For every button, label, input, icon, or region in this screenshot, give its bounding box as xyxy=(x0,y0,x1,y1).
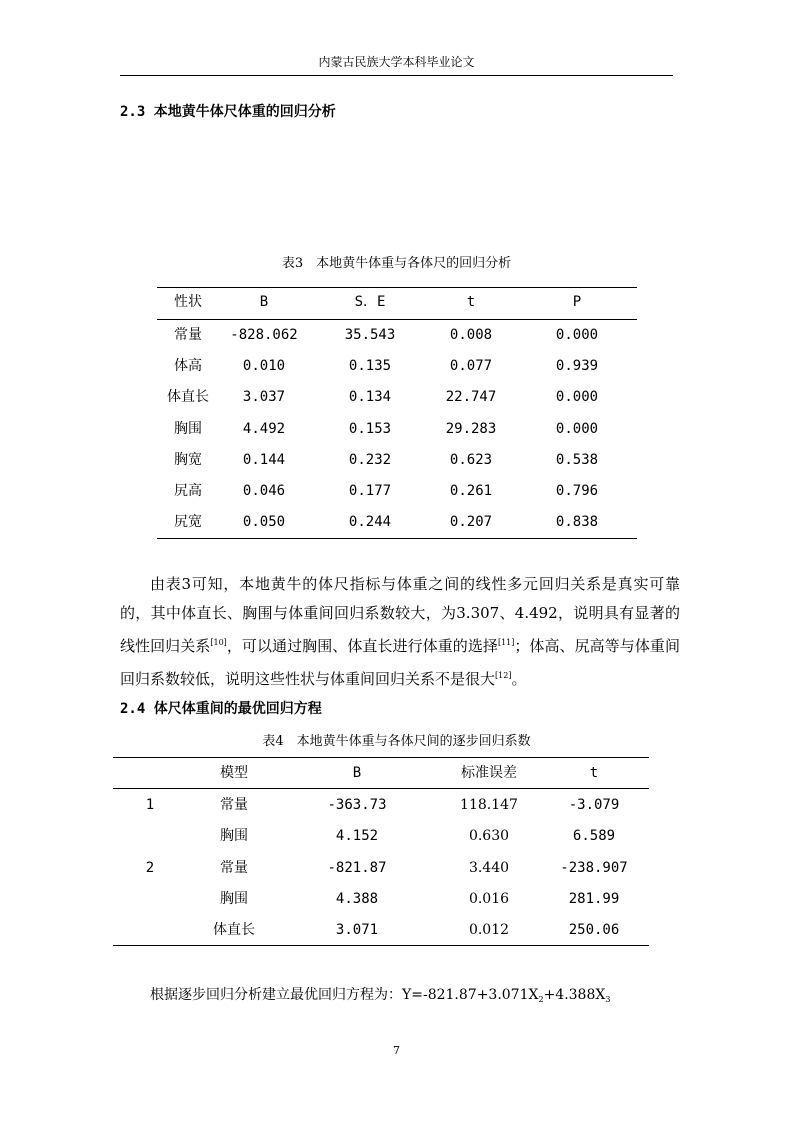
table3-cell: 0.796 xyxy=(555,483,599,499)
table4-cell: 常量 xyxy=(220,860,248,876)
table3-cell: 0.010 xyxy=(242,358,286,374)
table4-cell: 1 xyxy=(145,797,155,813)
table3-cell: 22.747 xyxy=(445,389,497,405)
table3-cell: 尻宽 xyxy=(174,514,202,530)
table4-caption: 表4 本地黄牛体重与各体尺间的逐步回归系数 xyxy=(262,734,531,749)
table3-cell: 0.261 xyxy=(449,483,493,499)
table3-cell: 0.177 xyxy=(348,483,392,499)
table3-cell: 4.492 xyxy=(242,421,286,437)
table4-cell: -238.907 xyxy=(560,860,628,876)
table4-header-cell: 标准误差 xyxy=(461,765,517,781)
table3-cell: 0.008 xyxy=(449,327,493,343)
table3-cell: 0.046 xyxy=(242,483,286,499)
paragraph-text-3: ；体高、尻高等与体重间回归系数较低，说明这些性状与体重间回归关系不是很大 xyxy=(120,637,680,688)
table4-header-rule xyxy=(113,788,649,789)
table3-header-cell: t xyxy=(466,294,476,310)
table3-header-rule xyxy=(157,319,637,320)
table4-cell: 胸围 xyxy=(220,828,248,844)
table4-cell: 0.630 xyxy=(468,828,510,844)
citation-12: [12] xyxy=(495,671,512,680)
table4-cell: -363.73 xyxy=(327,797,387,813)
table3-cell: 0.838 xyxy=(555,514,599,530)
table3-cell: 常量 xyxy=(174,327,202,343)
table3-bottom-rule xyxy=(157,538,637,539)
table3-cell: 0.000 xyxy=(555,421,599,437)
table3-cell: 0.000 xyxy=(555,389,599,405)
table3-cell: 胸宽 xyxy=(174,452,202,468)
citation-11: [11] xyxy=(497,638,515,647)
table3-cell: 0.000 xyxy=(555,327,599,343)
running-header: 内蒙古民族大学本科毕业论文 xyxy=(318,55,475,69)
table4-cell: -3.079 xyxy=(568,797,620,813)
table3-cell: 0.135 xyxy=(348,358,392,374)
table4-cell: 118.147 xyxy=(460,797,518,813)
equation-subscript-2: 2 xyxy=(538,995,544,1004)
table3-cell: 35.543 xyxy=(344,327,396,343)
table3-cell: 0.244 xyxy=(348,514,392,530)
table3-caption: 表3 本地黄牛体重与各体尺的回归分析 xyxy=(281,256,512,271)
table4-header-cell: B xyxy=(352,765,362,781)
table3-cell: -828.062 xyxy=(230,327,298,343)
table3-cell: 3.037 xyxy=(242,389,286,405)
table4-cell: 4.388 xyxy=(335,891,379,907)
table4-cell: 4.152 xyxy=(335,828,379,844)
table3-header-cell: 性状 xyxy=(174,294,202,310)
table4-cell: 0.016 xyxy=(468,891,510,907)
table3-cell: 0.050 xyxy=(242,514,286,530)
table3-header-cell: B xyxy=(259,294,269,310)
table4-top-rule xyxy=(113,757,649,758)
body-paragraph xyxy=(120,570,680,694)
table4-cell: 常量 xyxy=(220,797,248,813)
section-heading-2-4: 2.4 体尺体重间的最优回归方程 xyxy=(120,701,322,717)
table3-cell: 29.283 xyxy=(445,421,497,437)
table4-bottom-rule xyxy=(113,945,649,946)
citation-10: [10] xyxy=(210,638,227,647)
table4-header-cell: t xyxy=(589,765,599,781)
page-number: 7 xyxy=(393,1044,400,1057)
table3-cell: 胸围 xyxy=(174,421,202,437)
equation-subscript-3: 3 xyxy=(605,995,611,1004)
table3-cell: 0.207 xyxy=(449,514,493,530)
table3-cell: 体直长 xyxy=(167,389,209,405)
table4-cell: 0.012 xyxy=(468,922,510,938)
table4-cell: 2 xyxy=(145,860,155,876)
table4-cell: 250.06 xyxy=(568,922,620,938)
table3-cell: 0.144 xyxy=(242,452,286,468)
paragraph-text-2: ，可以通过胸围、体直长进行体重的选择 xyxy=(226,637,498,655)
paragraph-text-4: 。 xyxy=(511,670,527,688)
table4-cell: 281.99 xyxy=(568,891,620,907)
table4-cell: 6.589 xyxy=(572,828,616,844)
equation-middle: +4.388X xyxy=(543,987,606,1003)
table4-cell: -821.87 xyxy=(327,860,387,876)
table3-cell: 0.939 xyxy=(555,358,599,374)
table4-cell: 体直长 xyxy=(213,922,255,938)
header-rule xyxy=(120,75,673,76)
equation-prefix: 根据逐步回归分析建立最优回归方程为：Y=-821.87+3.071X xyxy=(150,987,539,1003)
section-heading-2-3: 2.3 本地黄牛体尺体重的回归分析 xyxy=(120,104,336,120)
table3-cell: 0.623 xyxy=(449,452,493,468)
table3-cell: 0.538 xyxy=(555,452,599,468)
table3-cell: 体高 xyxy=(174,358,202,374)
table3-header-cell: S．E xyxy=(354,294,386,310)
table3-cell: 0.232 xyxy=(348,452,392,468)
paragraph-text-1: 由表3可知，本地黄牛的体尺指标与体重之间的线性多元回归关系是真实可靠的，其中体直长、胸围与体重间回归系数较大，为3.307、4.492，说明具有显著的线性回归关系 xyxy=(120,575,680,655)
table3-top-rule xyxy=(157,287,637,288)
table3-cell: 尻高 xyxy=(174,483,202,499)
table4-cell: 胸围 xyxy=(220,891,248,907)
table4-cell: 3.071 xyxy=(335,922,379,938)
table3-cell: 0.077 xyxy=(449,358,493,374)
table4-header-cell: 模型 xyxy=(220,765,248,781)
table3-cell: 0.134 xyxy=(348,389,392,405)
table3-header-cell: P xyxy=(572,294,582,310)
regression-equation xyxy=(150,986,610,1009)
table4-cell: 3.440 xyxy=(468,860,510,876)
table3-cell: 0.153 xyxy=(348,421,392,437)
